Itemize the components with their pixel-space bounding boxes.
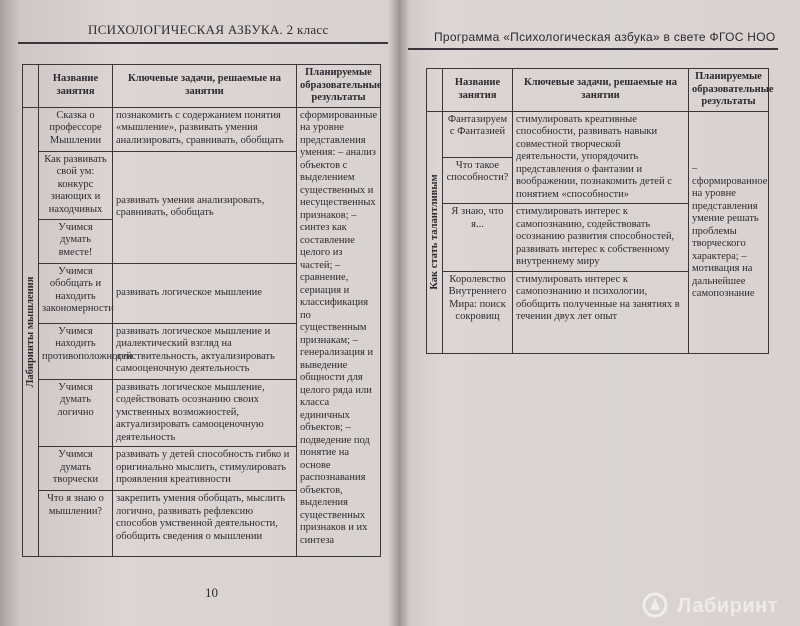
tasks-cell: развивать у детей способность гибко и оригинально мыслить, стимулировать проявления креативности <box>113 447 297 491</box>
right-table-header-row <box>427 69 769 112</box>
tasks-cell: стимулировать интерес к самопознанию и психологии, обобщить полученные на занятиях в течении двух лет опыт <box>513 271 689 353</box>
right-page <box>398 0 800 626</box>
tasks-cell: развивать умения анализировать, сравнивать, обобщать <box>113 151 297 263</box>
right-section-cell <box>427 111 443 353</box>
left-lesson-table <box>22 64 381 557</box>
lesson-cell: Что я знаю о мышлении? <box>39 491 113 557</box>
watermark-logo-icon <box>642 592 668 618</box>
lesson-cell: Фантазируем с Фантазией <box>443 111 513 157</box>
left-header-lesson: Название занятия <box>39 65 113 108</box>
book-gutter <box>388 0 410 626</box>
lesson-cell: Королевство Внутреннего Мира: поиск сокровищ <box>443 271 513 353</box>
left-header-results: Планируемые образовательные результаты <box>297 65 381 108</box>
left-page-number: 10 <box>205 585 218 600</box>
tasks-cell: развивать логическое мышление и диалектический взгляд на действительность, актуализировать самооценочную деятельность <box>113 323 297 379</box>
lesson-cell: Учимся находить противоположности <box>39 323 113 379</box>
table-row <box>427 111 769 157</box>
lesson-cell: Учимся думать вместе! <box>39 219 113 263</box>
left-results-cell: сформированные на уровне представления умения: – анализ объектов с выделением существенных и несущественных признаков; – синтез как составление целого из частей; – сравнение, сериация и классификация по существенным признакам; – генерализация и выведение общности для целого ряда или класса единичных объектов; – подведение под понятие на основе распознавания объектов, выделения существенных признаков и их синтеза <box>297 107 381 557</box>
right-section-label: Как стать талантливым <box>428 174 440 290</box>
tasks-cell: познакомить с содержанием понятия «мышление», развивать умения анализировать, сравнивать, обобщать <box>113 107 297 151</box>
right-running-header: Программа «Психологическая азбука» в свете ФГОС НОО <box>434 30 776 44</box>
left-section-label: Лабиринты мышления <box>24 276 36 388</box>
right-header-tasks: Ключевые задачи, решаемые на занятии <box>513 69 689 112</box>
left-header-rule <box>18 42 388 44</box>
tasks-cell: развивать логическое мышление, содействовать осознанию своих умственных возможностей, актуализировать самооценочную деятельность <box>113 379 297 447</box>
table-row <box>23 107 381 151</box>
tasks-cell: стимулировать креативные способности, развивать навыки совместной творческой деятельности, упорядочить представления о фантазии и воображении, познакомить детей с понятием «способности» <box>513 111 689 204</box>
right-header-lesson: Название занятия <box>443 69 513 112</box>
right-header-results: Планируемые образовательные результаты <box>689 69 769 112</box>
left-header-blank <box>23 65 39 108</box>
lesson-cell: Как развивать свой ум: конкурс знающих и находчивых <box>39 151 113 219</box>
lesson-cell: Учимся обобщать и находить закономерности <box>39 263 113 323</box>
tasks-cell: стимулировать интерес к самопознанию, содействовать осознанию развития способностей, развивать интерес к собственному внутреннему миру <box>513 204 689 272</box>
right-lesson-table <box>426 68 774 354</box>
right-results-cell: – сформированное на уровне представления умение решать проблемы творческого характера; – мотивация на дальнейшее самопознание <box>689 111 769 353</box>
lesson-cell: Сказка о профессоре Мышлении <box>39 107 113 151</box>
left-section-cell <box>23 107 39 557</box>
lesson-cell: Я знаю, что я... <box>443 204 513 272</box>
left-page <box>0 0 398 626</box>
left-running-header: ПСИХОЛОГИЧЕСКАЯ АЗБУКА. 2 класс <box>88 22 329 37</box>
tasks-cell: развивать логическое мышление <box>113 263 297 323</box>
tasks-cell: закрепить умения обобщать, мыслить логично, развивать рефлексию способов умственной деятельности, обобщить сведения о мышлении <box>113 491 297 557</box>
left-header-tasks: Ключевые задачи, решаемые на занятии <box>113 65 297 108</box>
lesson-cell: Что такое способности? <box>443 157 513 203</box>
lesson-cell: Учимся думать логично <box>39 379 113 447</box>
left-table-header-row <box>23 65 381 108</box>
watermark-text: Лабиринт <box>677 595 778 617</box>
lesson-cell: Учимся думать творчески <box>39 447 113 491</box>
right-header-rule <box>408 48 778 50</box>
right-header-blank <box>427 69 443 112</box>
